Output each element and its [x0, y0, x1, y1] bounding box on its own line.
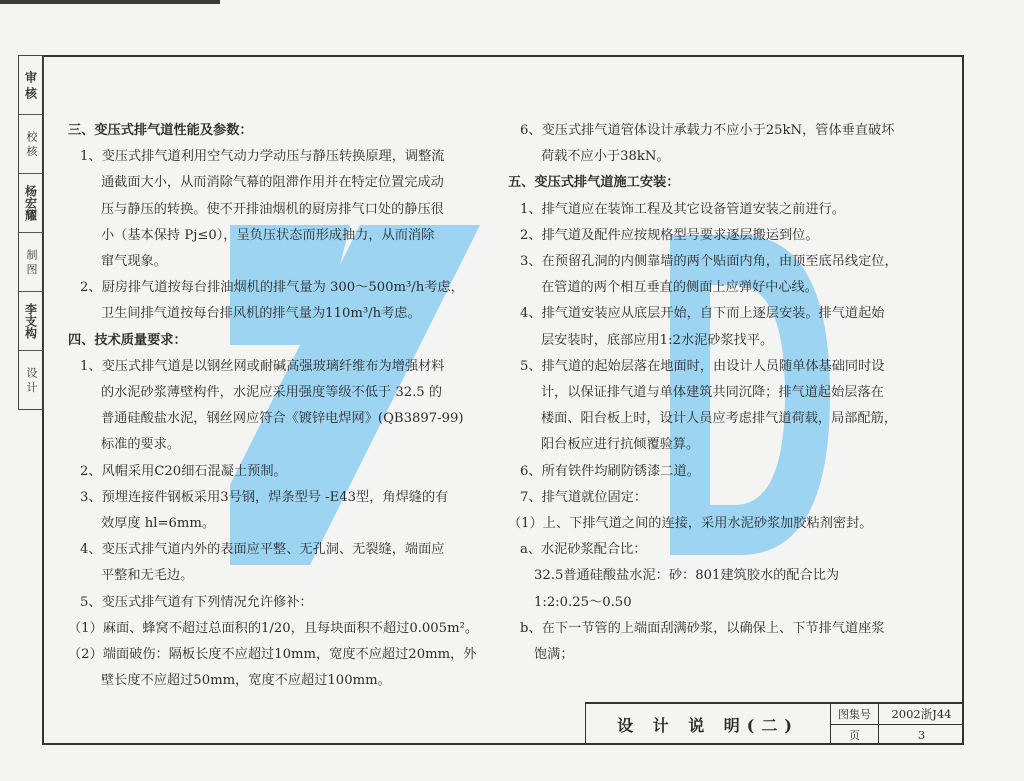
text-line: 压与静压的转换。使不开排油烟机的厨房排气口处的静压很: [101, 201, 444, 217]
page-row: [831, 725, 964, 745]
title-block: [585, 702, 964, 745]
strip-cell-drafting: 制 图: [19, 233, 43, 292]
text-line: 普通硅酸盐水泥，钢丝网应符合《镀锌电焊网》(QB3897-99): [101, 411, 464, 427]
text-line: 1、变压式排气道是以钢丝网或耐碱高强玻璃纤维布为增强材料: [80, 358, 445, 374]
text-line: 在管道的两个相互垂直的侧面上应弹好中心线。: [541, 280, 818, 296]
text-line: 32.5普通硅酸盐水泥：砂：801建筑胶水的配合比为: [534, 568, 840, 584]
text-line: 6、变压式排气道管体设计承载力不应小于25kN，管体垂直破坏: [520, 123, 895, 138]
page-label: 页: [831, 725, 879, 745]
text-line: 的水泥砂浆薄壁构件，水泥应采用强度等级不低于 32.5 的: [101, 385, 443, 401]
text-line: 3、在预留孔洞的内侧靠墙的两个贴面内角，由顶至底吊线定位，: [520, 254, 898, 270]
text-line: 层安装时，底部应用1:2水泥砂浆找平。: [541, 332, 774, 348]
section-heading: 四、技术质量要求：: [68, 332, 187, 348]
text-line: 窜气现象。: [101, 254, 167, 270]
scan-edge-mark: [0, 0, 220, 4]
text-line: 3、预埋连接件钢板采用3号钢，焊条型号 -E43型，角焊缝的有: [80, 489, 449, 505]
text-line: 平整和无毛边。: [101, 568, 194, 584]
text-line: b、在下一节管的上端面刮满砂浆，以确保上、下节排气道座浆: [520, 620, 885, 636]
text-line: 楼面、阳台板上时，设计人员应考虑排气道荷载，局部配筋，: [541, 411, 898, 427]
strip-cell-design: 设 计: [25, 367, 38, 393]
text-line: 5、变压式排气道有下列情况允许修补：: [80, 594, 313, 610]
text-line: 7、排气道就位固定：: [520, 489, 648, 505]
text-line: 1、变压式排气道利用空气动力学动压与静压转换原理，调整流: [80, 149, 445, 165]
text-line: a、水泥砂浆配合比：: [520, 542, 647, 558]
title-block-grid: [831, 704, 964, 745]
text-line: 卫生间排气道按每台排风机的排气量为110m³/h考虑。: [101, 306, 421, 322]
text-line: 荷载不应小于38kN。: [541, 149, 670, 165]
text-line: 2、排气道及配件应按规格型号要求逐层搬运到位。: [520, 227, 819, 243]
text-line: 4、排气道安装应从底层开始，自下而上逐层安装。排气道起始: [520, 306, 885, 322]
atlas-number-value: 2002浙J44: [891, 707, 952, 721]
text-line: 4、变压式排气道内外的表面应平整、无孔洞、无裂缝，端面应: [80, 542, 445, 558]
text-line: 6、所有铁件均刷防锈漆二道。: [520, 463, 700, 479]
text-line: 通截面大小，从而消除气幕的阻滞作用并在特定位置完成动: [101, 175, 444, 191]
section-heading: 三、变压式排气道性能及参数：: [68, 123, 253, 138]
signature-strip: [18, 55, 44, 410]
text-line: 小（基本保持 Pj≤0），呈负压状态而形成抽力，从而消除: [101, 227, 435, 243]
text-line: 计，以保证排气道与单体建筑共同沉降；排气道起始层落在: [541, 385, 884, 401]
text-line: 效厚度 hl=6mm。: [101, 516, 216, 532]
text-line: 2、风帽采用C20细石混凝土预制。: [80, 463, 287, 479]
strip-cell-review: 审 核: [19, 56, 43, 115]
text-line: （1）麻面、蜂窝不超过总面积的1/20，且每块面积不超过0.005m²。: [68, 620, 479, 636]
text-line: 1:2:0.25～0.50: [534, 594, 632, 610]
atlas-row: [831, 704, 964, 725]
text-line: 5、排气道的起始层落在地面时，由设计人员随单体基础同时设: [520, 358, 885, 374]
left-text-column: [68, 118, 500, 694]
text-line: 阳台板应进行抗倾覆验算。: [541, 437, 700, 453]
text-line: 2、厨房排气道按每台排油烟机的排气量为 300～500m³/h考虑，: [80, 280, 464, 296]
sheet-title: 设 计 说 明(二): [586, 704, 831, 745]
text-line: 饱满；: [534, 647, 574, 663]
strip-cell-check: 校 核: [19, 115, 43, 174]
atlas-number-label: 图集号: [831, 704, 879, 724]
section-heading: 五、变压式排气道施工安装：: [508, 175, 680, 191]
text-line: （1）上、下排气道之间的连接，采用水泥砂浆加胶粘剂密封。: [508, 516, 873, 532]
strip-cell-checker-signature: 杨宏耀: [19, 174, 43, 233]
page-number: 3: [917, 728, 926, 742]
text-line: 标准的要求。: [101, 437, 181, 453]
right-text-column: [508, 118, 948, 668]
text-line: 1、排气道应在装饰工程及其它设备管道安装之前进行。: [520, 201, 845, 217]
text-line: 壁长度不应超过50mm，宽度不应超过100mm。: [101, 673, 391, 689]
strip-cell-drafter-signature: 李支构: [19, 292, 43, 351]
text-line: （2）端面破伤：隔板长度不应超过10mm，宽度不应超过20mm，外: [68, 647, 477, 663]
